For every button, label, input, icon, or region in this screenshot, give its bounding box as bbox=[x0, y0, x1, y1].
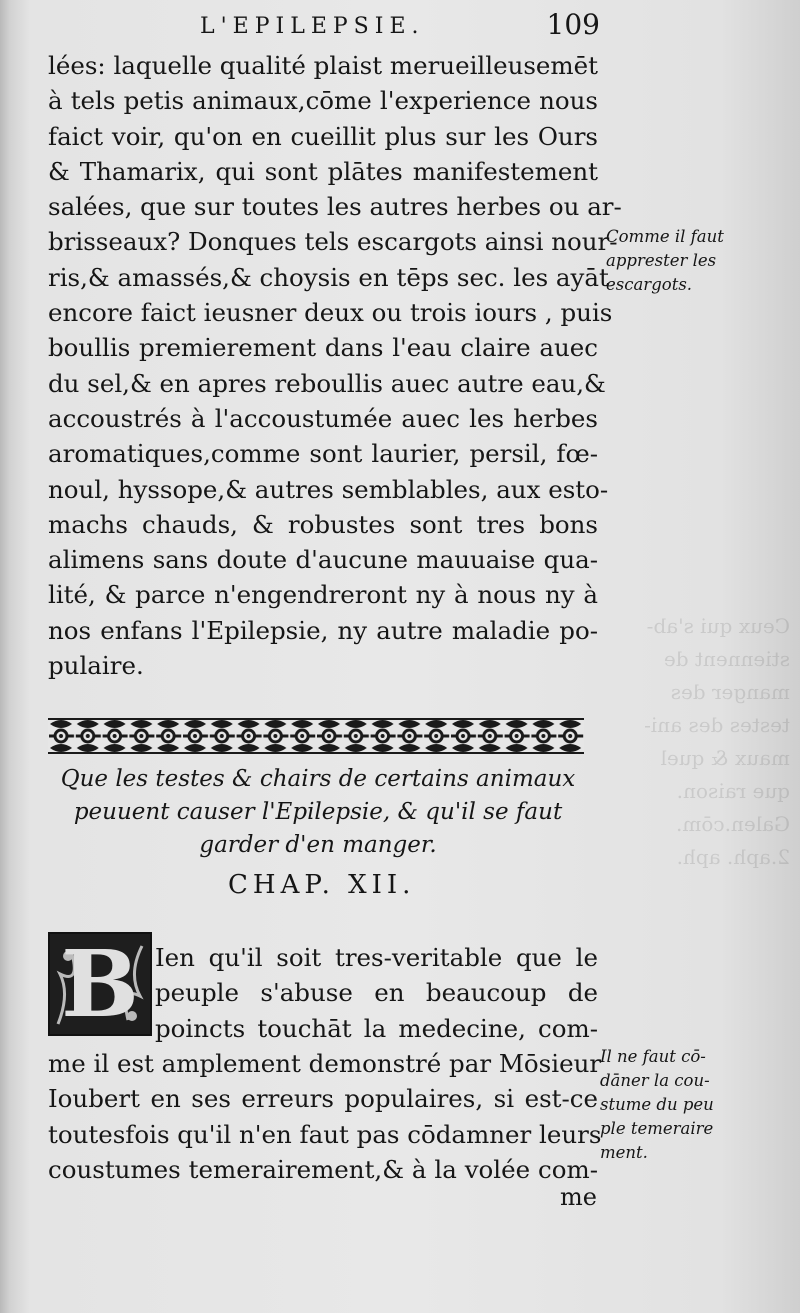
chapter-title-line: peuuent causer l'Epilepsie, & qu'il se faut bbox=[73, 799, 563, 825]
margin-note-line: apprester les bbox=[606, 251, 717, 270]
text-line: & Thamarix, qui sont plātes manifestement bbox=[48, 156, 598, 186]
margin-note-line: ment. bbox=[600, 1143, 648, 1162]
text-line: alimens sans doute d'aucune mauuaise qua- bbox=[48, 545, 598, 575]
page-header bbox=[200, 8, 600, 44]
text-line: poincts touchāt la medecine, com- bbox=[155, 1013, 598, 1043]
text-line: faict voir, qu'on en cueillit plus sur les Ours bbox=[48, 121, 598, 151]
show-through-line: Ceux qui s'ab- bbox=[646, 614, 790, 638]
text-line: encore faict ieusner deux ou trois iours , puis bbox=[48, 298, 613, 328]
text-line: brisseaux? Donques tels escargots ainsi nour- bbox=[48, 227, 618, 257]
chapter-heading: CHAP. XII. bbox=[228, 870, 416, 900]
text-line: ris,& amassés,& choysis en tēps sec. les ayāt bbox=[48, 262, 609, 292]
margin-note-line: stume du peu bbox=[600, 1095, 714, 1114]
running-head: L'EPILEPSIE. bbox=[200, 14, 425, 39]
dropcap-letter: B bbox=[61, 930, 139, 1038]
chapter-title-line: garder d'en manger. bbox=[199, 832, 437, 858]
chapter-title-line: Que les testes & chairs de certains animaux bbox=[60, 766, 576, 792]
text-line: peuple s'abuse en beaucoup de bbox=[155, 978, 598, 1008]
text-line: lées: laquelle qualité plaist merueilleusemēt bbox=[48, 51, 599, 80]
show-through-line: que raison. bbox=[676, 779, 790, 803]
text-line: noul, hyssope,& autres semblables, aux esto- bbox=[48, 474, 609, 504]
text-line: Ioubert en ses erreurs populaires, si est-ce bbox=[48, 1084, 598, 1114]
show-through-line: Galen.cōm. bbox=[676, 812, 790, 836]
margin-note-line: Comme il faut bbox=[606, 227, 724, 246]
text-line: boullis premierement dans l'eau claire auec bbox=[48, 333, 598, 363]
show-through-line: manger des bbox=[670, 680, 790, 704]
show-through-line: 2.aph. aph. bbox=[676, 845, 790, 869]
text-line: Ien qu'il soit tres-veritable que le bbox=[155, 943, 598, 972]
second-paragraph-indented bbox=[155, 940, 598, 1046]
text-line: à tels petis animaux,cōme l'experience nous bbox=[48, 86, 598, 116]
margin-note-line: Il ne faut cō- bbox=[600, 1047, 706, 1066]
text-line: nos enfans l'Epilepsie, ny autre maladie po- bbox=[48, 615, 598, 645]
text-line: toutesfois qu'il n'en faut pas cōdamner leurs bbox=[48, 1119, 602, 1149]
margin-note-line: ple temeraire bbox=[600, 1119, 714, 1138]
text-line: aromatiques,comme sont laurier, persil, fœ- bbox=[48, 439, 598, 469]
show-through-line: stiennent de bbox=[663, 647, 790, 671]
decorated-initial bbox=[48, 932, 152, 1036]
top-paragraph bbox=[48, 48, 622, 683]
second-paragraph bbox=[48, 1046, 602, 1187]
show-through-line: testes des ani- bbox=[644, 713, 790, 737]
text-line: coustumes temerairement,& à la volée com- bbox=[48, 1154, 598, 1184]
ornamental-band bbox=[48, 718, 584, 754]
chapter-title bbox=[48, 763, 588, 862]
text-line: accoustrés à l'accoustumée auec les herbes bbox=[48, 403, 598, 433]
show-through-line: maux & quel bbox=[660, 746, 790, 770]
margin-note bbox=[600, 1045, 714, 1165]
margin-note-line: dāner la cou- bbox=[600, 1071, 710, 1090]
text-line: me il est amplement demonstré par Mōsieur bbox=[48, 1049, 602, 1078]
text-line: machs chauds, & robustes sont tres bons bbox=[48, 509, 598, 539]
text-line: du sel,& en apres reboullis auec autre eau,& bbox=[48, 368, 606, 398]
catchword: me bbox=[560, 1183, 597, 1211]
margin-note bbox=[606, 225, 724, 297]
page-number: 109 bbox=[546, 8, 600, 41]
text-line: pulaire. bbox=[48, 651, 144, 681]
text-line: salées, que sur toutes les autres herbes ou ar- bbox=[48, 192, 622, 222]
margin-note-line: escargots. bbox=[606, 275, 693, 294]
text-line: lité, & parce n'engendreront ny à nous ny à bbox=[48, 580, 598, 610]
